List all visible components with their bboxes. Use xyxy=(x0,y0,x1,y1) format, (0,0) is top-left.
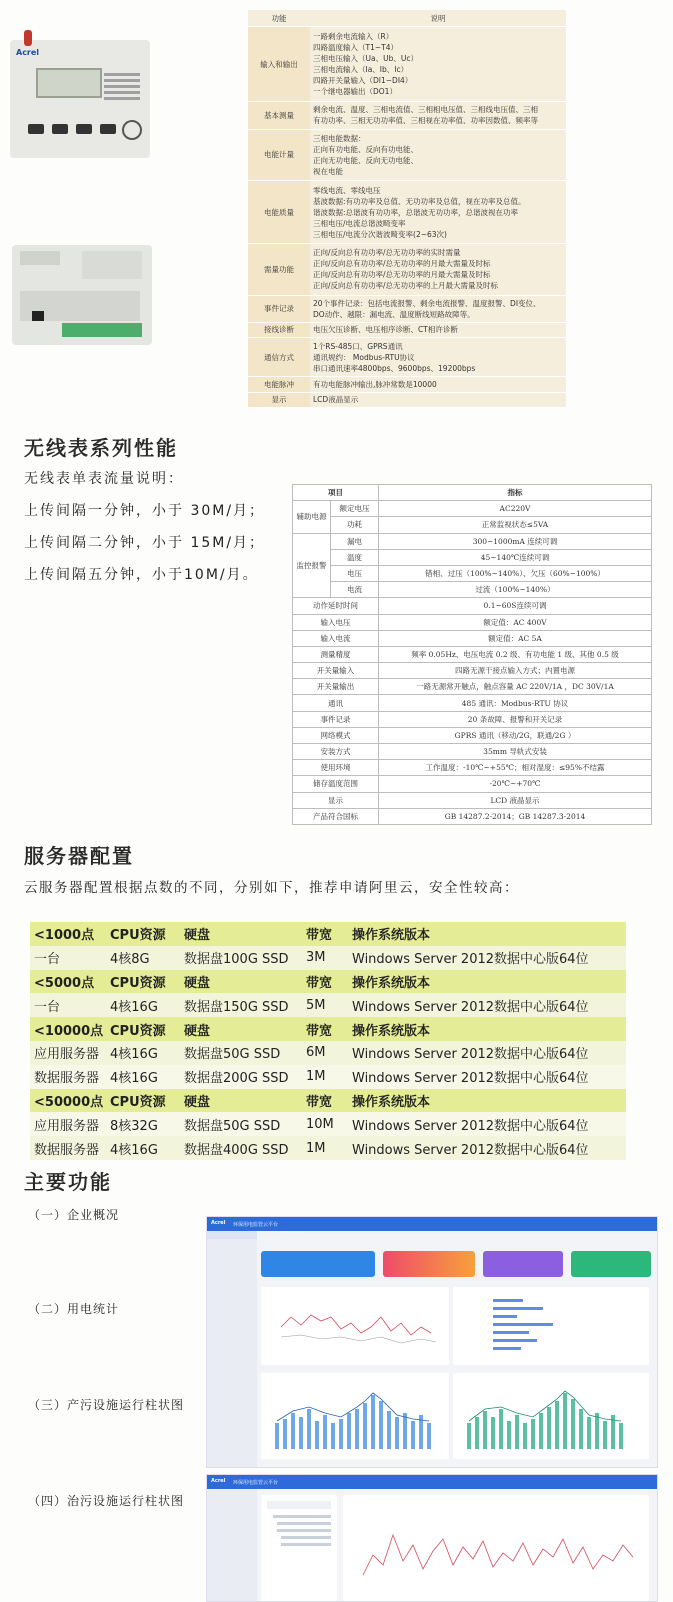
column-bar xyxy=(411,1421,415,1449)
spec-key-cell: 产品符合国标 xyxy=(293,808,379,824)
column-bar xyxy=(531,1419,535,1449)
spec-value-cell: 工作温度：-10℃~+55℃；相对湿度：≤95%不结露 xyxy=(379,760,652,776)
product-function-table xyxy=(248,10,566,408)
dashboard-sidebar xyxy=(207,1489,257,1601)
table-row xyxy=(293,711,652,727)
server-bandwidth-cell: 1M xyxy=(302,1136,348,1160)
desc-line: 谐波数据:总谐波有功功率，总谐波无功功率，总谐波视在功率 xyxy=(313,207,519,217)
wireless-title: 无线表系列性能 xyxy=(24,436,178,460)
spec-value-cell: 四路无源干接点输入方式；内置电源 xyxy=(379,663,652,679)
spec-key-cell: 漏电 xyxy=(331,533,379,549)
kpi-card-green xyxy=(571,1251,651,1277)
function-name-cell: 输入和输出 xyxy=(248,27,310,102)
spec-value-cell: 35mm 导轨式安装 xyxy=(379,744,652,760)
spec-value-cell: 45~140℃连续可调 xyxy=(379,549,652,565)
dashboard-sidebar xyxy=(207,1231,257,1467)
desc-line: 四路温度输入（T1~T4） xyxy=(313,43,398,53)
kpi-card-blue xyxy=(261,1251,375,1277)
desc-line: 正向/反向总有功功率/总无功功率的月最大需量及时标 xyxy=(313,270,491,280)
device-connector xyxy=(32,311,44,321)
column-bar xyxy=(555,1401,559,1449)
function-name-cell: 电能质量 xyxy=(248,180,310,243)
table-row xyxy=(248,338,566,377)
table-row xyxy=(293,501,652,517)
table-row xyxy=(293,517,652,533)
table-row xyxy=(248,129,566,180)
desc-line: 三相电流输入（Ia、Ib、Ic） xyxy=(313,65,409,75)
header-func: 功能 xyxy=(248,10,310,27)
col-bandwidth-label: 带宽 xyxy=(302,922,348,946)
function-name-cell: 需量功能 xyxy=(248,244,310,295)
spec-key-cell: 网络模式 xyxy=(293,727,379,743)
table-row xyxy=(248,244,566,295)
wireless-spec-table xyxy=(292,484,652,825)
col-disk-label: 硬盘 xyxy=(180,970,302,994)
spec-key-cell: 储存温度范围 xyxy=(293,776,379,792)
function-desc-cell xyxy=(310,129,566,180)
table-row xyxy=(293,776,652,792)
column-bar xyxy=(379,1401,383,1449)
dashboard-screenshot-tree xyxy=(206,1474,658,1602)
desc-line: 通讯规约： Modbus-RTU协议 xyxy=(313,352,415,362)
meter-device-side-image xyxy=(12,245,152,345)
spec-value-cell: 一路无源常开触点，触点容量 AC 220V/1A ，DC 30V/1A xyxy=(379,679,652,695)
group-label-aux: 辅助电源 xyxy=(293,501,331,533)
table-row xyxy=(293,760,652,776)
device-tree-panel xyxy=(261,1495,337,1601)
column-bar xyxy=(467,1423,471,1449)
device-keypad xyxy=(82,251,142,279)
server-row xyxy=(30,946,626,970)
table-row xyxy=(248,295,566,322)
spec-key-cell: 电压 xyxy=(331,565,379,581)
column-bar xyxy=(403,1413,407,1449)
desc-line: 基波数据:有功功率及总值、无功功率及总值，视在功率及总值。 xyxy=(313,196,526,206)
table-row xyxy=(293,695,652,711)
spec-key-cell: 功耗 xyxy=(331,517,379,533)
ranking-bar-chart-svg xyxy=(453,1287,649,1365)
spec-key-cell: 温度 xyxy=(331,549,379,565)
dashboard-brand-logo: Acrel xyxy=(211,1478,226,1484)
table-row xyxy=(293,582,652,598)
usage-line-chart xyxy=(261,1287,449,1365)
server-row xyxy=(30,1112,626,1136)
column-bar xyxy=(347,1413,351,1449)
function-name-cell: 基本测量 xyxy=(248,102,310,129)
function-item-2: （二）用电统计 xyxy=(28,1302,120,1316)
device-top-panel xyxy=(20,251,60,265)
spec-key-cell: 安装方式 xyxy=(293,744,379,760)
device-brand-logo: Acrel xyxy=(16,48,40,57)
points-label: <5000点 xyxy=(30,970,106,994)
ranking-bar-chart xyxy=(453,1287,649,1365)
server-cpu-cell: 4核16G xyxy=(106,993,180,1017)
server-bandwidth-cell: 10M xyxy=(302,1112,348,1136)
column-bar xyxy=(475,1417,479,1449)
function-name-cell: 显示 xyxy=(248,392,310,407)
column-bar xyxy=(547,1407,551,1449)
server-type-cell: 一台 xyxy=(30,946,106,970)
spec-key-cell: 开关量输出 xyxy=(293,679,379,695)
table-header-row xyxy=(248,10,566,27)
column-bar xyxy=(371,1395,375,1449)
dashboard-topbar xyxy=(207,1475,657,1489)
device-indicator-leds xyxy=(104,70,140,114)
desc-line: LCD液晶显示 xyxy=(313,395,359,405)
server-row xyxy=(30,993,626,1017)
column-bar xyxy=(323,1415,327,1449)
usage-series-line xyxy=(281,1315,431,1335)
column-bar xyxy=(587,1417,591,1449)
spec-key-cell: 通讯 xyxy=(293,695,379,711)
desc-line: 零线电流、零线电压 xyxy=(313,185,381,195)
table-row xyxy=(293,598,652,614)
col-os-label: 操作系统版本 xyxy=(348,1089,626,1113)
functions-title: 主要功能 xyxy=(24,1170,112,1194)
server-bandwidth-cell: 5M xyxy=(302,993,348,1017)
flow-line-2: 上传间隔二分钟，小于 15M/月； xyxy=(24,535,266,551)
table-header-row xyxy=(293,485,652,501)
production-column-chart xyxy=(261,1373,449,1459)
server-cpu-cell: 4核16G xyxy=(106,1065,180,1089)
desc-line: 串口通讯速率4800bps、9600bps、19200bps xyxy=(313,363,476,373)
function-desc-cell xyxy=(310,102,566,129)
col-os-label: 操作系统版本 xyxy=(348,922,626,946)
server-os-cell: Windows Server 2012数据中心版64位 xyxy=(348,993,626,1017)
column-bar xyxy=(507,1421,511,1449)
spec-value-cell: 485 通讯：Modbus-RTU 协议 xyxy=(379,695,652,711)
table-row xyxy=(248,377,566,392)
spec-key-cell: 使用环境 xyxy=(293,760,379,776)
spec-key-cell: 事件记录 xyxy=(293,711,379,727)
column-bar xyxy=(299,1417,303,1449)
spec-value-cell: 0.1~60S连续可调 xyxy=(379,598,652,614)
antenna-icon xyxy=(24,30,32,46)
treatment-column-chart-svg xyxy=(453,1373,649,1459)
function-item-3: （三）产污设施运行柱状图 xyxy=(28,1398,185,1412)
spec-key-cell: 输入电压 xyxy=(293,614,379,630)
desc-line: 三相电压/电流总谐波畸变率 xyxy=(313,218,406,228)
dashboard-brand-logo: Acrel xyxy=(211,1220,226,1226)
spec-value-cell: GB 14287.2-2014；GB 14287.3-2014 xyxy=(379,808,652,824)
table-row xyxy=(248,180,566,243)
rank-bar xyxy=(493,1323,553,1326)
server-type-cell: 数据服务器 xyxy=(30,1065,106,1089)
desc-line: 视在电能 xyxy=(313,166,343,176)
desc-line: 一路剩余电流输入（R） xyxy=(313,32,394,42)
spec-value-cell: 错相、过压（100%~140%）、欠压（60%~100%） xyxy=(379,565,652,581)
desc-line: 四路开关量输入（DI1~DI4） xyxy=(313,76,413,86)
function-desc-cell xyxy=(310,244,566,295)
column-bar xyxy=(275,1423,279,1449)
table-row xyxy=(293,727,652,743)
col-disk-label: 硬盘 xyxy=(180,1089,302,1113)
spec-key-cell: 开关量输入 xyxy=(293,663,379,679)
column-bar xyxy=(491,1417,495,1449)
points-label: <10000点 xyxy=(30,1017,106,1041)
function-desc-cell xyxy=(310,27,566,102)
server-cpu-cell: 4核16G xyxy=(106,1136,180,1160)
server-title: 服务器配置 xyxy=(24,844,134,868)
col-bandwidth-label: 带宽 xyxy=(302,1017,348,1041)
column-bar xyxy=(571,1399,575,1449)
dashboard-topbar xyxy=(207,1217,657,1231)
server-bandwidth-cell: 3M xyxy=(302,946,348,970)
col-disk-label: 硬盘 xyxy=(180,922,302,946)
spec-key-cell: 额定电压 xyxy=(331,501,379,517)
desc-line: 电压欠压诊断、电压相序诊断、CT相许诊断 xyxy=(313,325,458,335)
function-item-1: （一）企业概况 xyxy=(28,1208,120,1222)
server-os-cell: Windows Server 2012数据中心版64位 xyxy=(348,1136,626,1160)
table-row xyxy=(293,549,652,565)
rank-bar xyxy=(493,1299,523,1302)
table-row xyxy=(293,630,652,646)
spec-key-cell: 测量精度 xyxy=(293,646,379,662)
rank-bar xyxy=(493,1339,537,1342)
function-desc-cell xyxy=(310,377,566,392)
tree-line-chart xyxy=(343,1495,649,1601)
table-row xyxy=(293,744,652,760)
flow-line-1: 上传间隔一分钟，小于 30M/月； xyxy=(24,503,266,519)
table-row xyxy=(293,614,652,630)
function-desc-cell xyxy=(310,338,566,377)
rank-bar xyxy=(493,1347,521,1350)
function-desc-cell xyxy=(310,295,566,322)
column-bar xyxy=(563,1393,567,1449)
function-name-cell: 接线诊断 xyxy=(248,322,310,337)
function-desc-cell xyxy=(310,322,566,337)
usage-series-line-2 xyxy=(281,1335,436,1343)
table-row xyxy=(248,102,566,129)
desc-line: 正向/反向总有功功率/总无功功率的实时需量 xyxy=(313,248,461,258)
table-row xyxy=(248,322,566,337)
column-bar xyxy=(579,1409,583,1449)
server-row xyxy=(30,1136,626,1160)
spec-value-cell: AC220V xyxy=(379,501,652,517)
server-type-cell: 一台 xyxy=(30,993,106,1017)
function-desc-cell xyxy=(310,180,566,243)
server-os-cell: Windows Server 2012数据中心版64位 xyxy=(348,1112,626,1136)
function-name-cell: 电能脉冲 xyxy=(248,377,310,392)
desc-line: 三相电压/电流分次谐波畸变率(2~63次) xyxy=(313,229,447,239)
col-cpu-label: CPU资源 xyxy=(106,970,180,994)
desc-line: 剩余电流、温度、三相电流值、三相相电压值、三相线电压值、三相 xyxy=(313,105,538,115)
dashboard-app-title: 环保用电监管云平台 xyxy=(233,1222,279,1228)
header-desc: 说明 xyxy=(310,10,566,27)
kpi-card-red xyxy=(383,1251,475,1277)
server-disk-cell: 数据盘50G SSD xyxy=(180,1041,302,1065)
column-bar xyxy=(331,1423,335,1449)
server-os-cell: Windows Server 2012数据中心版64位 xyxy=(348,1041,626,1065)
production-column-chart-svg xyxy=(261,1373,449,1459)
treatment-column-chart xyxy=(453,1373,649,1459)
spec-value-cell: 频率 0.05Hz、电压电流 0.2 级、有功电能 1 级、其他 0.5 级 xyxy=(379,646,652,662)
desc-line: 三相电压输入（Ua、Ub、Uc） xyxy=(313,54,418,64)
server-disk-cell: 数据盘100G SSD xyxy=(180,946,302,970)
column-bar xyxy=(427,1423,431,1449)
server-row xyxy=(30,1065,626,1089)
desc-line: 正向无功电能、反向无功电能、 xyxy=(313,155,418,165)
spec-value-cell: LCD 液晶显示 xyxy=(379,792,652,808)
desc-line: 有功电能脉冲输出,脉冲常数是10000 xyxy=(313,380,437,389)
server-config-table xyxy=(30,922,626,1160)
spec-key-cell: 输入电流 xyxy=(293,630,379,646)
table-row xyxy=(248,392,566,407)
table-row xyxy=(293,792,652,808)
wireless-icon xyxy=(122,120,142,140)
desc-line: 一个继电器输出（DO1） xyxy=(313,87,397,97)
column-bar xyxy=(515,1415,519,1449)
server-cpu-cell: 4核16G xyxy=(106,1041,180,1065)
server-row xyxy=(30,1041,626,1065)
server-disk-cell: 数据盘200G SSD xyxy=(180,1065,302,1089)
dashboard-screenshot-overview xyxy=(206,1216,658,1468)
column-bar xyxy=(483,1411,487,1449)
column-bar xyxy=(395,1417,399,1449)
server-cpu-cell: 4核8G xyxy=(106,946,180,970)
desc-line: 1个RS-485口、GPRS通讯 xyxy=(313,341,403,351)
spec-key-cell: 显示 xyxy=(293,792,379,808)
column-bar xyxy=(523,1423,527,1449)
dashboard-app-title: 环保用电监管云平台 xyxy=(233,1480,279,1486)
table-row xyxy=(248,27,566,102)
header-index: 指标 xyxy=(379,485,652,501)
column-bar xyxy=(355,1409,359,1449)
function-name-cell: 通信方式 xyxy=(248,338,310,377)
spec-value-cell: 300~1000mA 连续可调 xyxy=(379,533,652,549)
function-name-cell: 事件记录 xyxy=(248,295,310,322)
rank-bar xyxy=(493,1307,543,1310)
server-cpu-cell: 8核32G xyxy=(106,1112,180,1136)
device-buttons xyxy=(28,124,124,136)
terminal-block xyxy=(62,323,142,337)
spec-value-cell: 正常监视状态≤5VA xyxy=(379,517,652,533)
server-group-header-row xyxy=(30,970,626,994)
spec-value-cell: GPRS 通讯（移动/2G，联通/2G ） xyxy=(379,727,652,743)
column-bar xyxy=(595,1413,599,1449)
server-disk-cell: 数据盘150G SSD xyxy=(180,993,302,1017)
desc-line: 正向有功电能、反向有功电能、 xyxy=(313,144,418,154)
meter-device-front-image xyxy=(10,40,150,158)
table-row xyxy=(293,663,652,679)
desc-line: DO动作、越限：漏电流、温度断线短路故障等。 xyxy=(313,309,475,319)
server-os-cell: Windows Server 2012数据中心版64位 xyxy=(348,946,626,970)
tree-series-line xyxy=(363,1535,633,1575)
function-name-cell: 电能计量 xyxy=(248,129,310,180)
device-lcd-screen xyxy=(36,68,102,98)
wireless-subtitle: 无线表单表流量说明： xyxy=(24,471,184,487)
points-label: <50000点 xyxy=(30,1089,106,1113)
server-bandwidth-cell: 6M xyxy=(302,1041,348,1065)
column-bar xyxy=(291,1413,295,1449)
column-bar xyxy=(339,1419,343,1449)
column-bar xyxy=(539,1413,543,1449)
table-row xyxy=(293,646,652,662)
desc-line: 20个事件记录：包括电流报警、剩余电流报警、温度报警、DI变位、 xyxy=(313,298,541,308)
function-item-4: （四）治污设施运行柱状图 xyxy=(28,1494,185,1508)
column-bar xyxy=(499,1409,503,1449)
server-os-cell: Windows Server 2012数据中心版64位 xyxy=(348,1065,626,1089)
server-group-header-row xyxy=(30,1089,626,1113)
tree-line-chart-svg xyxy=(343,1495,649,1601)
col-cpu-label: CPU资源 xyxy=(106,1089,180,1113)
server-bandwidth-cell: 1M xyxy=(302,1065,348,1089)
col-os-label: 操作系统版本 xyxy=(348,970,626,994)
points-label: <1000点 xyxy=(30,922,106,946)
flow-line-3: 上传间隔五分钟，小于10M/月。 xyxy=(24,567,259,583)
server-type-cell: 应用服务器 xyxy=(30,1112,106,1136)
table-row xyxy=(293,808,652,824)
server-group-header-row xyxy=(30,1017,626,1041)
server-type-cell: 数据服务器 xyxy=(30,1136,106,1160)
spec-value-cell: 额定值：AC 400V xyxy=(379,614,652,630)
server-disk-cell: 数据盘400G SSD xyxy=(180,1136,302,1160)
column-bar xyxy=(363,1403,367,1449)
col-cpu-label: CPU资源 xyxy=(106,1017,180,1041)
col-bandwidth-label: 带宽 xyxy=(302,1089,348,1113)
table-row xyxy=(293,679,652,695)
column-bar xyxy=(619,1423,623,1449)
desc-line: 正向/反向总有功功率/总无功功率的月最大需量及时标 xyxy=(313,259,491,269)
spec-value-cell: 额定值：AC 5A xyxy=(379,630,652,646)
usage-line-chart-svg xyxy=(261,1287,449,1365)
spec-value-cell: -20℃~+70℃ xyxy=(379,776,652,792)
spec-key-cell: 电流 xyxy=(331,582,379,598)
column-bar xyxy=(603,1421,607,1449)
desc-line: 三相电能数据： xyxy=(313,133,366,143)
table-row xyxy=(293,565,652,581)
server-group-header-row xyxy=(30,922,626,946)
server-disk-cell: 数据盘50G SSD xyxy=(180,1112,302,1136)
kpi-card-purple xyxy=(483,1251,563,1277)
spec-value-cell: 过流（100%~140%） xyxy=(379,582,652,598)
header-item: 项目 xyxy=(293,485,379,501)
col-os-label: 操作系统版本 xyxy=(348,1017,626,1041)
rank-bar xyxy=(493,1315,517,1318)
spec-value-cell: 20 条故障、报警和开关记录 xyxy=(379,711,652,727)
function-desc-cell xyxy=(310,392,566,407)
column-bar xyxy=(307,1409,311,1449)
col-disk-label: 硬盘 xyxy=(180,1017,302,1041)
spec-key-cell: 动作延时时间 xyxy=(293,598,379,614)
column-bar xyxy=(387,1411,391,1449)
desc-line: 有功功率、三相无功功率值、三相视在功率值、功率因数值、频率等 xyxy=(313,116,538,126)
col-cpu-label: CPU资源 xyxy=(106,922,180,946)
table-row xyxy=(293,533,652,549)
group-label-monitor: 监控报警 xyxy=(293,533,331,598)
column-bar xyxy=(315,1421,319,1449)
server-type-cell: 应用服务器 xyxy=(30,1041,106,1065)
server-intro: 云服务器配置根据点数的不同，分别如下，推荐申请阿里云，安全性较高： xyxy=(24,880,519,896)
col-bandwidth-label: 带宽 xyxy=(302,970,348,994)
rank-bar xyxy=(493,1331,529,1334)
desc-line: 正向/反向总有功功率/总无功功率的上月最大需量及时标 xyxy=(313,281,499,291)
column-bar xyxy=(283,1419,287,1449)
